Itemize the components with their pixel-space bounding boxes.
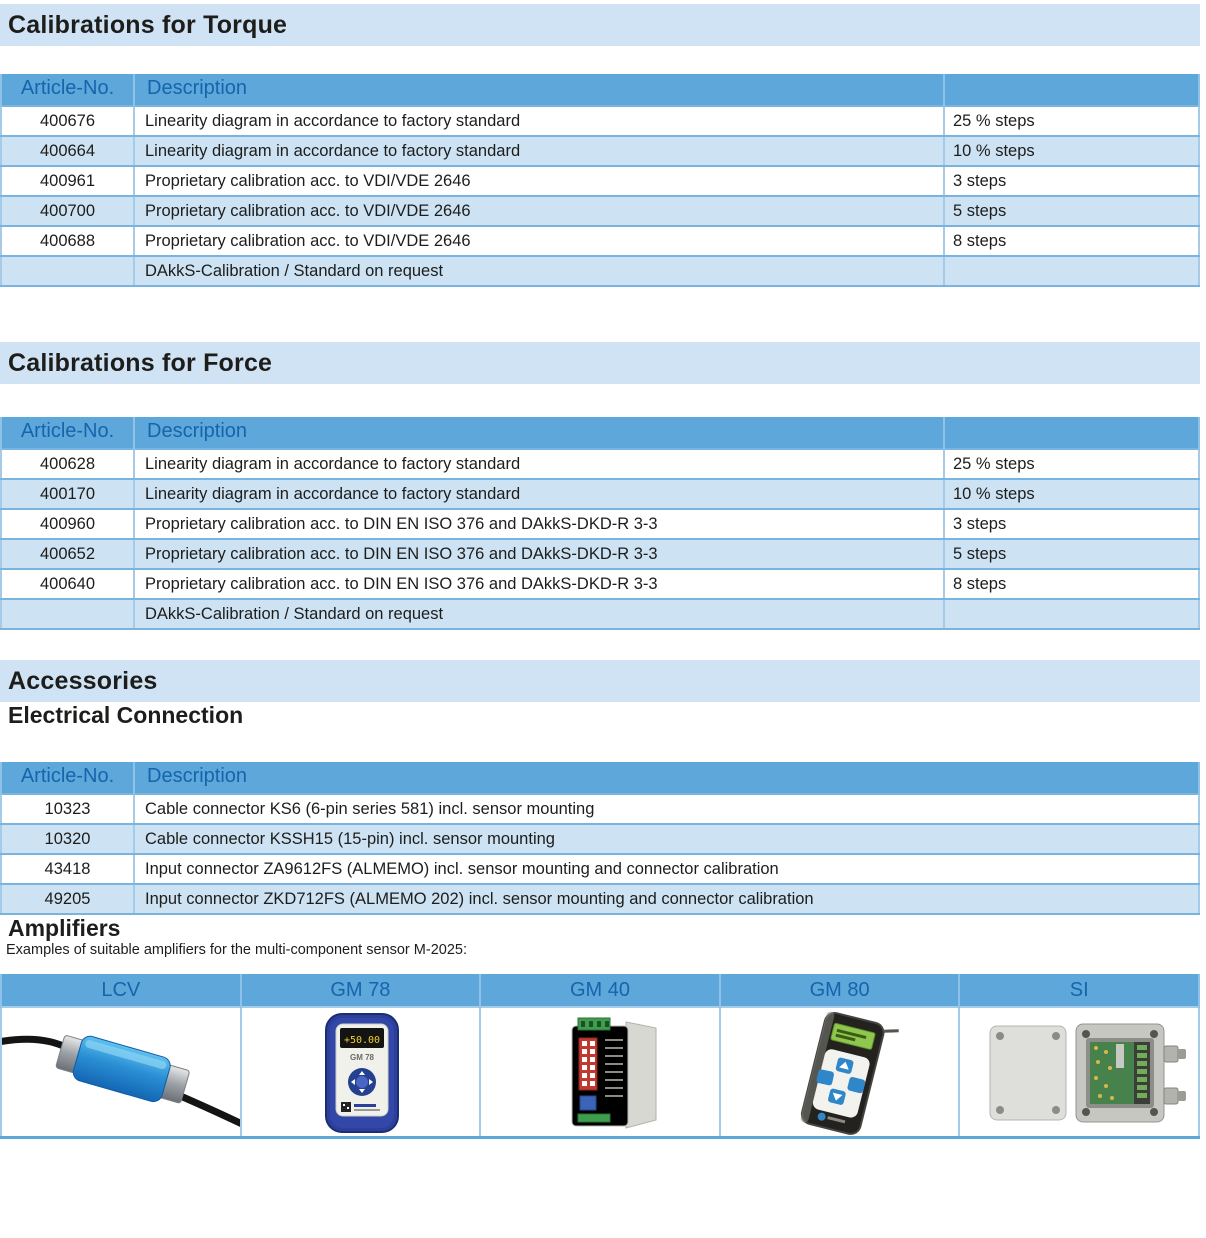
section-bar-force bbox=[0, 342, 1200, 384]
description: Proprietary calibration acc. to VDI/VDE 2646 bbox=[134, 166, 944, 196]
article-no: 400664 bbox=[1, 136, 134, 166]
gm80-cell bbox=[720, 1007, 960, 1138]
description: Cable connector KSSH15 (15-pin) incl. sensor mounting bbox=[134, 824, 1199, 854]
table-row bbox=[1, 106, 1199, 136]
si-product-image bbox=[960, 1008, 1198, 1136]
steps: 10 % steps bbox=[944, 479, 1199, 509]
article-no bbox=[1, 256, 134, 286]
steps: 25 % steps bbox=[944, 106, 1199, 136]
table-row bbox=[1, 824, 1199, 854]
article-no: 400170 bbox=[1, 479, 134, 509]
amp-col-gm80: GM 80 bbox=[720, 974, 960, 1007]
section-title-force: Calibrations for Force bbox=[8, 348, 273, 377]
amplifiers-header-row bbox=[1, 974, 1199, 1007]
electrical-table bbox=[0, 762, 1200, 915]
description: Linearity diagram in accordance to factory standard bbox=[134, 136, 944, 166]
article-no: 400961 bbox=[1, 166, 134, 196]
article-no: 10323 bbox=[1, 794, 134, 824]
force-col-description: Description bbox=[134, 417, 944, 449]
si-cell bbox=[959, 1007, 1199, 1138]
steps: 8 steps bbox=[944, 569, 1199, 599]
description: Cable connector KS6 (6-pin series 581) incl. sensor mounting bbox=[134, 794, 1199, 824]
amp-col-si: SI bbox=[959, 974, 1199, 1007]
steps: 5 steps bbox=[944, 539, 1199, 569]
article-no: 400960 bbox=[1, 509, 134, 539]
electrical-col-article: Article-No. bbox=[1, 762, 134, 794]
section-title-accessories: Accessories bbox=[8, 666, 158, 695]
steps: 8 steps bbox=[944, 226, 1199, 256]
torque-table bbox=[0, 74, 1200, 287]
steps bbox=[944, 256, 1199, 286]
description: Proprietary calibration acc. to DIN EN ISO 376 and DAkkS-DKD-R 3-3 bbox=[134, 539, 944, 569]
article-no: 400676 bbox=[1, 106, 134, 136]
force-col-article: Article-No. bbox=[1, 417, 134, 449]
datasheet-page bbox=[0, 4, 1200, 1139]
table-row bbox=[1, 854, 1199, 884]
electrical-header-row bbox=[1, 762, 1199, 794]
article-no: 10320 bbox=[1, 824, 134, 854]
gm78-product-image bbox=[242, 1008, 480, 1136]
section-title-torque: Calibrations for Torque bbox=[8, 10, 288, 39]
gm78-device-label: GM 78 bbox=[349, 1053, 374, 1062]
subheading-electrical-connection: Electrical Connection bbox=[8, 702, 244, 728]
description: Linearity diagram in accordance to factory standard bbox=[134, 449, 944, 479]
amp-col-gm78: GM 78 bbox=[241, 974, 481, 1007]
article-no: 400700 bbox=[1, 196, 134, 226]
gm78-display-value: +50.00 bbox=[343, 1035, 380, 1046]
force-col-steps bbox=[944, 417, 1199, 449]
description: Proprietary calibration acc. to DIN EN ISO 376 and DAkkS-DKD-R 3-3 bbox=[134, 569, 944, 599]
steps: 25 % steps bbox=[944, 449, 1199, 479]
steps: 10 % steps bbox=[944, 136, 1199, 166]
table-row bbox=[1, 509, 1199, 539]
gm40-product-image bbox=[481, 1008, 719, 1136]
table-row bbox=[1, 256, 1199, 286]
description: Input connector ZKD712FS (ALMEMO 202) incl. sensor mounting and connector calibration bbox=[134, 884, 1199, 914]
article-no: 400640 bbox=[1, 569, 134, 599]
table-row bbox=[1, 539, 1199, 569]
force-table bbox=[0, 417, 1200, 630]
table-row bbox=[1, 794, 1199, 824]
table-row bbox=[1, 449, 1199, 479]
force-header-row bbox=[1, 417, 1199, 449]
steps bbox=[944, 599, 1199, 629]
section-bar-torque bbox=[0, 4, 1200, 46]
description: DAkkS-Calibration / Standard on request bbox=[134, 256, 944, 286]
gm78-cell bbox=[241, 1007, 481, 1138]
table-row bbox=[1, 136, 1199, 166]
table-row bbox=[1, 569, 1199, 599]
table-row bbox=[1, 226, 1199, 256]
description: Proprietary calibration acc. to VDI/VDE 2646 bbox=[134, 226, 944, 256]
table-row bbox=[1, 196, 1199, 226]
steps: 3 steps bbox=[944, 509, 1199, 539]
amplifiers-table bbox=[0, 974, 1200, 1139]
table-row bbox=[1, 479, 1199, 509]
article-no: 400652 bbox=[1, 539, 134, 569]
table-row bbox=[1, 884, 1199, 914]
torque-col-description: Description bbox=[134, 74, 944, 106]
torque-col-article: Article-No. bbox=[1, 74, 134, 106]
amplifiers-intro-text: Examples of suitable amplifiers for the multi-component sensor M-2025: bbox=[6, 942, 467, 958]
lcv-product-image bbox=[2, 1008, 240, 1136]
torque-col-steps bbox=[944, 74, 1199, 106]
section-bar-accessories bbox=[0, 660, 1200, 702]
table-row bbox=[1, 166, 1199, 196]
description: Input connector ZA9612FS (ALMEMO) incl. sensor mounting and connector calibration bbox=[134, 854, 1199, 884]
table-row bbox=[1, 599, 1199, 629]
description: Linearity diagram in accordance to factory standard bbox=[134, 106, 944, 136]
subheading-amplifiers: Amplifiers bbox=[8, 915, 121, 941]
lcv-cell bbox=[1, 1007, 241, 1138]
amplifiers-image-row bbox=[1, 1007, 1199, 1138]
article-no: 43418 bbox=[1, 854, 134, 884]
amp-col-lcv: LCV bbox=[1, 974, 241, 1007]
torque-header-row bbox=[1, 74, 1199, 106]
gm40-cell bbox=[480, 1007, 720, 1138]
description: DAkkS-Calibration / Standard on request bbox=[134, 599, 944, 629]
article-no: 400628 bbox=[1, 449, 134, 479]
article-no bbox=[1, 599, 134, 629]
steps: 3 steps bbox=[944, 166, 1199, 196]
amp-col-gm40: GM 40 bbox=[480, 974, 720, 1007]
article-no: 400688 bbox=[1, 226, 134, 256]
description: Proprietary calibration acc. to VDI/VDE 2646 bbox=[134, 196, 944, 226]
description: Proprietary calibration acc. to DIN EN ISO 376 and DAkkS-DKD-R 3-3 bbox=[134, 509, 944, 539]
steps: 5 steps bbox=[944, 196, 1199, 226]
article-no: 49205 bbox=[1, 884, 134, 914]
description: Linearity diagram in accordance to factory standard bbox=[134, 479, 944, 509]
electrical-col-description: Description bbox=[134, 762, 1199, 794]
gm80-product-image bbox=[721, 1008, 959, 1136]
